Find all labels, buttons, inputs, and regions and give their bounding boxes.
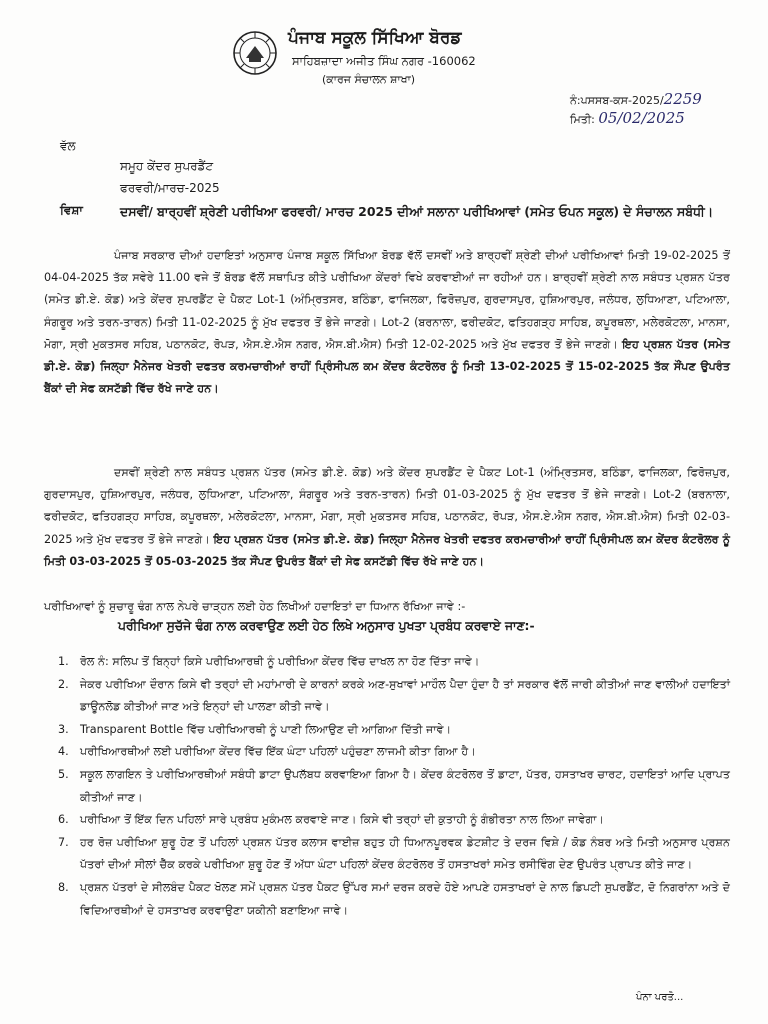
paragraph-3: ਪਰੀਖਿਆਵਾਂ ਨੂੰ ਸੁਚਾਰੂ ਢੰਗ ਨਾਲ ਨੇਪਰੇ ਚਾੜ੍ਹਨ ਲਈ ਹੇਠ ਲਿਖੀਆਂ ਹਦਾਇਤਾਂ ਦਾ ਧਿਆਨ ਰੱਖਿਆ ਜਾਵੇ :- bbox=[44, 600, 466, 613]
list-item bbox=[58, 741, 730, 764]
reference-date-label: ਮਿਤੀ: bbox=[570, 113, 595, 126]
list-item-text: ਪਰੀਖਿਆਰਥੀਆਂ ਲਈ ਪਰੀਖਿਆ ਕੇਂਦਰ ਵਿੱਚ ਇੱਕ ਘੰਟਾ ਪਹਿਲਾਂ ਪਹੁੰਚਣਾ ਲਾਜਮੀ ਕੀਤਾ ਗਿਆ ਹੈ। bbox=[80, 745, 476, 759]
list-item-text: ਪ੍ਰਸ਼ਨ ਪੱਤਰਾਂ ਦੇ ਸੀਲਬੰਦ ਪੈਕਟ ਖੋਲਣ ਸਮੇਂ ਪ੍ਰਸ਼ਨ ਪੱਤਰ ਪੈਕਟ ਉੱਪਰ ਸਮਾਂ ਦਰਜ ਕਰਦੇ ਹੋਏ ਆਪਣੇ ਹਸਤਾਖਰਾਂ ਦੇ ਨਾਲ ਡਿਪਟੀ ਸੁਪਰਡੈਂਟ, ਦੋ ਨਿਗਰਾਂਨਾ ਅਤੇ ਦੋ ਵਿਦਿਆਰਥੀਆਂ ਦੇ ਹਸਤਾਖਰ ਕਰਵਾਉਣਾ ਯਕੀਨੀ ਬਣਾਇਆ ਜਾਵੇ। bbox=[80, 880, 730, 917]
list-item-text: ਪਰੀਖਿਆ ਤੋਂ ਇੱਕ ਦਿਨ ਪਹਿਲਾਂ ਸਾਰੇ ਪ੍ਰਬੰਧ ਮੁਕੰਮਲ ਕਰਵਾਏ ਜਾਣ। ਕਿਸੇ ਵੀ ਤਰ੍ਹਾਂ ਦੀ ਕੁਤਾਹੀ ਨੂੰ ਗੰਭੀਰਤਾ ਨਾਲ ਲਿਆ ਜਾਵੇਗਾ। bbox=[80, 813, 604, 827]
list-item bbox=[58, 877, 730, 922]
reference-number-handwritten: 2259 bbox=[663, 90, 702, 108]
board-emblem-icon bbox=[232, 30, 278, 76]
list-item bbox=[58, 719, 730, 742]
list-item-number: 2. bbox=[58, 677, 69, 691]
list-item bbox=[58, 674, 730, 719]
paragraph-2-text: ਦਸਵੀਂ ਸ਼੍ਰੇਣੀ ਨਾਲ ਸਬੰਧਤ ਪ੍ਰਸ਼ਨ ਪੱਤਰ (ਸਮੇਤ ਡੀ.ਏ. ਕੋਡ) ਅਤੇ ਕੇਂਦਰ ਸੁਪਰਡੈਂਟ ਦੇ ਪੈਕਟ Lot-1 (ਅੰਮ੍ਰਿਤਸਰ, ਬਠਿੰਡਾ, ਫਾਜਿਲਕਾ, ਫਿਰੋਜ਼ਪੁਰ, ਗੁਰਦਾਸਪੁਰ, ਹੁਸ਼ਿਆਰਪੁਰ, ਜਲੰਧਰ, ਲੁਧਿਆਣਾ, ਪਟਿਆਲਾ, ਸੰਗਰੂਰ ਅਤੇ ਤਰਨ-ਤਾਰਨ) ਮਿਤੀ 01-03-2025 ਨੂੰ ਮੁੱਖ ਦਫਤਰ ਤੋਂ ਭੇਜੇ ਜਾਣਗੇ। Lot-2 (ਬਰਨਾਲਾ, ਫਰੀਦਕੋਟ, ਫਤਿਹਗੜ੍ਹ ਸਾਹਿਬ, ਕਪੂਰਥਲਾ, ਮਲੇਰਕੋਟਲਾ, ਮਾਨਸਾ, ਮੋਗਾ, ਸ੍ਰੀ ਮੁਕਤਸਰ ਸਹਿਬ, ਪਠਾਨਕੋਟ, ਰੋਪੜ, ਐਸ.ਏ.ਐਸ ਨਗਰ, ਐਸ.ਬੀ.ਐਸ) ਮਿਤੀ 02-03-2025 ਅਤੇ ਮੁੱਖ ਦਫਤਰ ਤੋਂ ਭੇਜੇ ਜਾਣਗੇ। bbox=[44, 466, 730, 546]
board-name: ਪੰਜਾਬ ਸਕੂਲ ਸਿੱਖਿਆ ਬੋਰਡ bbox=[288, 28, 462, 48]
subject-label: ਵਿਸ਼ਾ bbox=[60, 203, 83, 217]
list-item-number: 1. bbox=[58, 655, 69, 668]
board-address: ਸਾਹਿਬਜ਼ਾਦਾ ਅਜੀਤ ਸਿੰਘ ਨਗਰ -160062 bbox=[292, 54, 476, 68]
list-item-number: 7. bbox=[58, 835, 69, 849]
list-item bbox=[58, 809, 730, 832]
addressee-line-2: ਫਰਵਰੀ/ਮਾਰਚ-2025 bbox=[120, 181, 220, 195]
list-item-number: 6. bbox=[58, 813, 69, 827]
addressee-to: ਵੱਲ bbox=[60, 139, 76, 153]
reference-date-handwritten: 05/02/2025 bbox=[598, 109, 685, 127]
board-branch: (ਕਾਰਜ ਸੰਚਾਲਨ ਸ਼ਾਖਾ) bbox=[322, 73, 416, 86]
list-item-number: 3. bbox=[58, 722, 69, 736]
list-item-number: 4. bbox=[58, 745, 69, 759]
list-item-text: ਜੇਕਰ ਪਰੀਖਿਆ ਦੌਰਾਨ ਕਿਸੇ ਵੀ ਤਰ੍ਹਾਂ ਦੀ ਮਹਾਂਮਾਰੀ ਦੇ ਕਾਰਨਾਂ ਕਰਕੇ ਅਣ-ਸੁਖਾਵਾਂ ਮਾਹੌਲ ਪੈਦਾ ਹੁੰਦਾ ਹੈ ਤਾਂ ਸਰਕਾਰ ਵੱਲੋਂ ਜਾਰੀ ਕੀਤੀਆਂ ਜਾਣ ਵਾਲੀਆਂ ਹਦਾਇਤਾਂ ਡਾਊਨਲੋਡ ਕੀਤੀਆਂ ਜਾਣ ਅਤੇ ਇਨ੍ਹਾਂ ਦੀ ਪਾਲਣਾ ਕੀਤੀ ਜਾਵੇ। bbox=[80, 677, 730, 714]
instructions-list bbox=[58, 651, 730, 922]
paragraph-2 bbox=[44, 462, 730, 573]
list-item-number: 8. bbox=[58, 880, 69, 894]
list-item-number: 5. bbox=[58, 767, 69, 781]
list-item-text: ਰੋਲ ਨੰ: ਸਲਿਪ ਤੋਂ ਬਿਨ੍ਹਾਂ ਕਿਸੇ ਪਰੀਖਿਆਰਥੀ ਨੂੰ ਪਰੀਖਿਆ ਕੇਂਦਰ ਵਿੱਚ ਦਾਖਲ ਨਾ ਹੋਣ ਦਿੱਤਾ ਜਾਵੇ। bbox=[80, 655, 480, 668]
paragraph-1 bbox=[44, 245, 730, 400]
paragraph-1-bold: ਇਹ ਪ੍ਰਸ਼ਨ ਪੱਤਰ (ਸਮੇਤ ਡੀ.ਏ. ਕੋਡ) ਜਿਲ੍ਹਾ ਮੈਨੇਜਰ ਖੇਤਰੀ ਦਫਤਰ ਕਰਮਚਾਰੀਆਂ ਰਾਹੀਂ ਪ੍ਰਿੰਸੀਪਲ ਕਮ ਕੇਂਦਰ ਕੰਟਰੋਲਰ ਨੂੰ ਮਿਤੀ 13-02-2025 ਤੋਂ 15-02-2025 ਤੱਕ ਸੌਂਪਣ ਉਪਰੰਤ ਬੈਂਕਾਂ ਦੀ ਸੇਫ ਕਸਟੱਡੀ ਵਿੱਚ ਰੱਖੇ ਜਾਣੇ ਹਨ। bbox=[44, 337, 730, 396]
addressee-line-1: ਸਮੂਹ ਕੇਂਦਰ ਸੁਪਰਡੈਂਟ bbox=[120, 159, 214, 173]
page-continued-note: ਪੰਨਾ ਪਰਤੋ... bbox=[636, 992, 684, 1003]
paragraph-1-text: ਪੰਜਾਬ ਸਰਕਾਰ ਦੀਆਂ ਹਦਾਇਤਾਂ ਅਨੁਸਾਰ ਪੰਜਾਬ ਸਕੂਲ ਸਿੱਖਿਆ ਬੋਰਡ ਵੱਲੋਂ ਦਸਵੀਂ ਅਤੇ ਬਾਰ੍ਹਵੀਂ ਸ਼੍ਰੇਣੀ ਦੀਆਂ ਪਰੀਖਿਆਵਾਂ ਮਿਤੀ 19-02-2025 ਤੋਂ 04-04-2025 ਤੱਕ ਸਵੇਰੇ 11.00 ਵਜੇ ਤੋਂ ਬੋਰਡ ਵੱਲੋਂ ਸਥਾਪਿਤ ਕੀਤੇ ਪਰੀਖਿਆ ਕੇਂਦਰਾਂ ਵਿਖੇ ਕਰਵਾਈਆਂ ਜਾ ਰਹੀਆਂ ਹਨ। ਬਾਰ੍ਹਵੀਂ ਸ਼੍ਰੇਣੀ ਨਾਲ ਸਬੰਧਤ ਪ੍ਰਸ਼ਨ ਪੱਤਰ (ਸਮੇਤ ਡੀ.ਏ. ਕੋਡ) ਅਤੇ ਕੇਂਦਰ ਸੁਪਰਡੈਂਟ ਦੇ ਪੈਕਟ Lot-1 (ਅੰਮ੍ਰਿਤਸਰ, ਬਠਿੰਡਾ, ਫਾਜਿਲਕਾ, ਫਿਰੋਜ਼ਪੁਰ, ਗੁਰਦਾਸਪੁਰ, ਹੁਸ਼ਿਆਰਪੁਰ, ਜਲੰਧਰ, ਲੁਧਿਆਣਾ, ਪਟਿਆਲਾ, ਸੰਗਰੂਰ ਅਤੇ ਤਰਨ-ਤਾਰਨ) ਮਿਤੀ 11-02-2025 ਨੂੰ ਮੁੱਖ ਦਫਤਰ ਤੋਂ ਭੇਜੇ ਜਾਣਗੇ। Lot-2 (ਬਰਨਾਲਾ, ਫਰੀਦਕੋਟ, ਫਤਿਹਗੜ੍ਹ ਸਾਹਿਬ, ਕਪੂਰਥਲਾ, ਮਲੇਰਕੋਟਲਾ, ਮਾਨਸਾ, ਮੋਗਾ, ਸ੍ਰੀ ਮੁਕਤਸਰ ਸਹਿਬ, ਪਠਾਨਕੋਟ, ਰੋਪੜ, ਐਸ.ਏ.ਐਸ ਨਗਰ, ਐਸ.ਬੀ.ਐਸ) ਮਿਤੀ 12-02-2025 ਅਤੇ ਮੁੱਖ ਦਫਤਰ ਤੋਂ ਭੇਜੇ ਜਾਣਗੇ। bbox=[44, 249, 730, 351]
list-item bbox=[58, 832, 730, 877]
paragraph-2-bold: ਇਹ ਪ੍ਰਸ਼ਨ ਪੱਤਰ (ਸਮੇਤ ਡੀ.ਏ. ਕੋਡ) ਜਿਲ੍ਹਾ ਮੈਨੇਜਰ ਖੇਤਰੀ ਦਫਤਰ ਕਰਮਚਾਰੀਆਂ ਰਾਹੀਂ ਪ੍ਰਿੰਸੀਪਲ ਕਮ ਕੇਂਦਰ ਕੰਟਰੋਲਰ ਨੂੰ ਮਿਤੀ 03-03-2025 ਤੋਂ 05-03-2025 ਤੱਕ ਸੌਂਪਣ ਉਪਰੰਤ ਬੈਂਕਾਂ ਦੀ ਸੇਫ ਕਸਟੱਡੀ ਵਿੱਚ ਰੱਖੇ ਜਾਣੇ ਹਨ। bbox=[44, 532, 730, 568]
reference-date bbox=[570, 109, 685, 127]
reference-number-label: ਨੰ:ਪਸਸਬ-ਕਸ-2025/ bbox=[570, 94, 664, 107]
list-item-text: ਸਕੂਲ ਲਾਗਇਨ ਤੇ ਪਰੀਖਿਆਰਥੀਆਂ ਸਬੰਧੀ ਡਾਟਾ ਉਪਲੱਬਧ ਕਰਵਾਇਆ ਗਿਆ ਹੈ। ਕੇਂਦਰ ਕੰਟਰੋਲਰ ਤੋਂ ਡਾਟਾ, ਪੱਤਰ, ਹਸਤਾਖਰ ਚਾਰਟ, ਹਦਾਇਤਾਂ ਆਦਿ ਪ੍ਰਾਪਤ ਕੀਤੀਆਂ ਜਾਣ। bbox=[80, 767, 730, 804]
list-item-text: Transparent Bottle ਵਿੱਚ ਪਰੀਖਿਆਰਥੀ ਨੂੰ ਪਾਣੀ ਲਿਆਉਣ ਦੀ ਆਗਿਆ ਦਿੱਤੀ ਜਾਵੇ। bbox=[80, 722, 452, 736]
list-item-text: ਹਰ ਰੋਜ਼ ਪਰੀਖਿਆ ਸ਼ੁਰੂ ਹੋਣ ਤੋਂ ਪਹਿਲਾਂ ਪ੍ਰਸ਼ਨ ਪੱਤਰ ਕਲਾਸ ਵਾਈਜ਼ ਬਹੁਤ ਹੀ ਧਿਆਨਪੂਰਵਕ ਡੇਟਸ਼ੀਟ ਤੇ ਦਰਜ ਵਿਸ਼ੇ / ਕੋਡ ਨੰਬਰ ਅਤੇ ਮਿਤੀ ਅਨੁਸਾਰ ਪ੍ਰਸ਼ਨ ਪੱਤਰਾਂ ਦੀਆਂ ਸੀਲਾਂ ਚੈੱਕ ਕਰਕੇ ਪਰੀਖਿਆ ਸ਼ੁਰੂ ਹੋਣ ਤੋਂ ਅੱਧਾ ਘੰਟਾ ਪਹਿਲਾਂ ਕੇਂਦਰ ਕੰਟਰੋਲਰ ਤੋਂ ਹਸਤਾਖਰਾਂ ਸਮੇਤ ਰਸੀਵਿੰਗ ਦੇਣ ਉਪਰੰਤ ਪ੍ਰਾਪਤ ਕੀਤੇ ਜਾਣ। bbox=[80, 835, 730, 872]
subject-text: ਦਸਵੀਂ/ ਬਾਰ੍ਹਵੀਂ ਸ਼੍ਰੇਣੀ ਪਰੀਖਿਆ ਫਰਵਰੀ/ ਮਾਰਚ 2025 ਦੀਆਂ ਸਲਾਨਾ ਪਰੀਖਿਆਵਾਂ (ਸਮੇਤ ਓਪਨ ਸਕੂਲ) ਦੇ ਸੰਚਾਲਨ ਸਬੰਧੀ। bbox=[120, 204, 714, 219]
instructions-heading: ਪਰੀਖਿਆ ਸੁਚੱਜੇ ਢੰਗ ਨਾਲ ਕਰਵਾਉਣ ਲਈ ਹੇਠ ਲਿਖੇ ਅਨੁਸਾਰ ਪੁਖਤਾ ਪ੍ਰਬੰਧ ਕਰਵਾਏ ਜਾਣ:- bbox=[118, 619, 535, 633]
list-item bbox=[58, 764, 730, 809]
reference-number bbox=[570, 90, 702, 108]
list-item bbox=[58, 651, 730, 674]
